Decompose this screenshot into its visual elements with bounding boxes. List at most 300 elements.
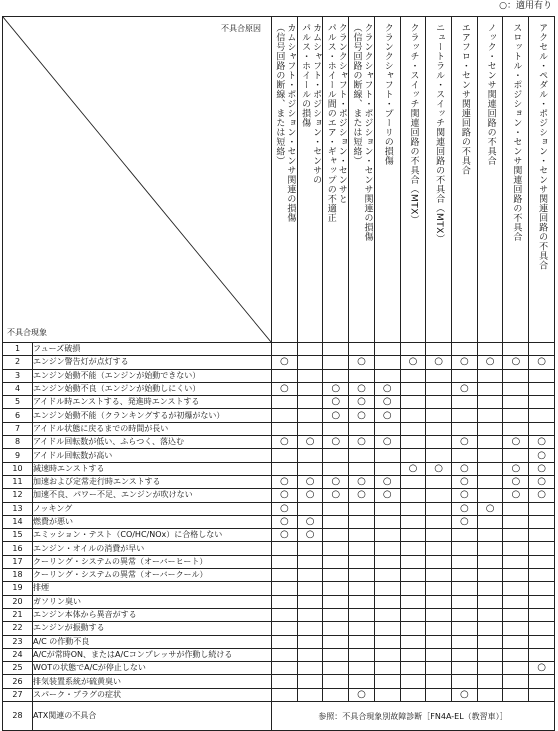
matrix-cell [297, 422, 323, 435]
table-row [3, 382, 555, 395]
row-number: 7 [3, 422, 33, 435]
applicable-mark: ○ [537, 476, 546, 488]
matrix-cell [477, 675, 503, 688]
matrix-cell [477, 555, 503, 568]
matrix-cell [272, 356, 298, 369]
row-number: 10 [3, 462, 33, 475]
row-number: 16 [3, 542, 33, 555]
row-label: クーリング・システムの異常（オーバーヒート） [33, 555, 272, 568]
row-label: A/C の作動不良 [33, 635, 272, 648]
applicable-mark: ○ [279, 356, 289, 368]
applicable-mark: ○ [460, 502, 469, 514]
matrix-cell [297, 356, 323, 369]
matrix-cell [272, 529, 298, 542]
matrix-cell [374, 422, 400, 435]
matrix-cell [477, 529, 503, 542]
applicable-mark: ○ [460, 516, 469, 527]
matrix-cell [529, 635, 555, 648]
row-number: 9 [3, 449, 33, 462]
applicable-mark: ○ [511, 489, 521, 501]
table-row [3, 409, 555, 422]
matrix-cell [374, 675, 400, 688]
matrix-cell [426, 542, 452, 555]
matrix-cell [272, 369, 298, 382]
legend: ○：適用有り [499, 1, 552, 11]
matrix-cell [452, 356, 478, 369]
matrix-cell [477, 635, 503, 648]
row-label: エンジン本体から異音がする [33, 608, 272, 621]
matrix-cell [297, 542, 323, 555]
row-number: 4 [3, 382, 33, 395]
matrix-cell [503, 502, 529, 515]
applicable-mark: ○ [460, 383, 469, 395]
matrix-cell [426, 662, 452, 675]
matrix-cell [374, 688, 400, 701]
matrix-cell [529, 529, 555, 542]
column-header-text: ニュートラル・スイッチ関連回路の不具合（MTX） [434, 23, 445, 244]
matrix-cell [374, 555, 400, 568]
matrix-cell [272, 422, 298, 435]
row-number: 17 [3, 555, 33, 568]
matrix-cell [477, 502, 503, 515]
table-row [3, 436, 555, 449]
applicable-mark: ○ [434, 462, 444, 474]
row-number: 14 [3, 515, 33, 528]
matrix-cell [349, 569, 375, 582]
matrix-cell [400, 449, 426, 462]
matrix-cell [349, 409, 375, 422]
table-row [3, 502, 555, 515]
applicable-mark: ○ [460, 489, 469, 501]
row-number: 22 [3, 622, 33, 635]
matrix-cell [323, 515, 349, 528]
matrix-cell [323, 356, 349, 369]
matrix-cell [477, 542, 503, 555]
matrix-cell [426, 608, 452, 621]
row-label: アイドル状態に戻るまでの時間が長い [33, 422, 272, 435]
matrix-cell [503, 555, 529, 568]
row-label: 排煙 [33, 582, 272, 595]
matrix-cell [272, 555, 298, 568]
row-label: エンジン警告灯が点灯する [33, 356, 272, 369]
matrix-cell [426, 356, 452, 369]
table-row [3, 475, 555, 488]
matrix-cell [477, 382, 503, 395]
matrix-cell [426, 396, 452, 409]
applicable-mark: ○ [279, 383, 289, 395]
table-row [3, 449, 555, 462]
column-header [426, 17, 452, 343]
applicable-mark: ○ [279, 436, 289, 448]
matrix-cell [477, 436, 503, 449]
matrix-cell [323, 396, 349, 409]
matrix-cell [323, 489, 349, 502]
applicable-mark: ○ [357, 356, 366, 368]
matrix-cell [272, 409, 298, 422]
matrix-cell [503, 582, 529, 595]
matrix-cell [272, 515, 298, 528]
matrix-cell [272, 648, 298, 661]
column-header [349, 17, 375, 343]
matrix-cell [374, 622, 400, 635]
table-row [3, 595, 555, 608]
matrix-cell [374, 648, 400, 661]
matrix-cell [349, 662, 375, 675]
matrix-cell [349, 396, 375, 409]
row-number: 26 [3, 675, 33, 688]
matrix-cell [452, 343, 478, 356]
row-number: 6 [3, 409, 33, 422]
matrix-cell [400, 595, 426, 608]
matrix-cell [297, 648, 323, 661]
matrix-cell [452, 635, 478, 648]
matrix-cell [323, 369, 349, 382]
column-header [477, 17, 503, 343]
matrix-cell [452, 622, 478, 635]
matrix-cell [349, 622, 375, 635]
matrix-cell [400, 635, 426, 648]
matrix-cell [400, 688, 426, 701]
matrix-cell [349, 489, 375, 502]
matrix-cell [323, 688, 349, 701]
matrix-cell [426, 582, 452, 595]
matrix-cell [477, 462, 503, 475]
row-label: ATX関連の不具合 [33, 702, 272, 731]
table-row [3, 675, 555, 688]
matrix-cell [426, 688, 452, 701]
matrix-cell [529, 436, 555, 449]
matrix-cell [529, 489, 555, 502]
matrix-cell [297, 382, 323, 395]
matrix-cell [272, 608, 298, 621]
matrix-cell [374, 475, 400, 488]
matrix-cell [477, 489, 503, 502]
matrix-cell [272, 569, 298, 582]
matrix-cell [323, 542, 349, 555]
matrix-cell [529, 422, 555, 435]
applicable-mark: ○ [279, 489, 289, 501]
applicable-mark: ○ [357, 476, 366, 488]
row-label: ガソリン臭い [33, 595, 272, 608]
applicable-mark: ○ [460, 688, 469, 700]
matrix-cell [452, 396, 478, 409]
matrix-cell [400, 502, 426, 515]
table-row [3, 582, 555, 595]
matrix-cell [477, 648, 503, 661]
matrix-cell [452, 608, 478, 621]
matrix-cell [272, 635, 298, 648]
applicable-mark: ○ [305, 476, 315, 488]
matrix-cell [297, 449, 323, 462]
applicable-mark: ○ [357, 409, 366, 421]
matrix-cell [477, 595, 503, 608]
row-number: 27 [3, 688, 33, 701]
row-label: スパーク・プラグの症状 [33, 688, 272, 701]
matrix-cell [297, 662, 323, 675]
matrix-cell [529, 582, 555, 595]
matrix-cell [400, 356, 426, 369]
matrix-cell [477, 569, 503, 582]
matrix-cell [272, 622, 298, 635]
matrix-cell [297, 608, 323, 621]
matrix-cell [529, 396, 555, 409]
matrix-cell [323, 582, 349, 595]
row-label: 減速時エンストする [33, 462, 272, 475]
matrix-cell [426, 369, 452, 382]
matrix-cell [426, 449, 452, 462]
matrix-cell [374, 569, 400, 582]
matrix-cell [503, 688, 529, 701]
row-number: 24 [3, 648, 33, 661]
row-number: 15 [3, 529, 33, 542]
applicable-mark: ○ [382, 383, 392, 395]
matrix-cell [477, 608, 503, 621]
matrix-cell [272, 396, 298, 409]
matrix-cell [400, 422, 426, 435]
diagnosis-matrix [2, 16, 555, 731]
matrix-cell [297, 343, 323, 356]
applicable-mark: ○ [331, 383, 341, 395]
row-label: エミッション・テスト（CO/HC/NOx）に合格しない [33, 529, 272, 542]
matrix-cell [503, 369, 529, 382]
matrix-cell [374, 409, 400, 422]
row-label: エンジン始動不良（エンジンが始動しにくい） [33, 382, 272, 395]
matrix-cell [323, 595, 349, 608]
matrix-cell [452, 515, 478, 528]
matrix-cell [323, 475, 349, 488]
matrix-cell [297, 489, 323, 502]
matrix-cell [323, 608, 349, 621]
row-number: 3 [3, 369, 33, 382]
matrix-cell [503, 595, 529, 608]
table-row [3, 343, 555, 356]
matrix-cell [452, 449, 478, 462]
matrix-cell [272, 436, 298, 449]
matrix-cell [426, 635, 452, 648]
matrix-cell [400, 369, 426, 382]
matrix-cell [503, 608, 529, 621]
applicable-mark: ○ [331, 436, 341, 448]
row-number: 13 [3, 502, 33, 515]
matrix-cell [426, 436, 452, 449]
applicable-mark: ○ [382, 489, 392, 501]
matrix-cell [297, 475, 323, 488]
matrix-cell [529, 462, 555, 475]
matrix-cell [529, 569, 555, 582]
row-number: 19 [3, 582, 33, 595]
row-number: 21 [3, 608, 33, 621]
applicable-mark: ○ [460, 356, 469, 368]
row-label: アイドル回転数が低い、ふらつく、落込む [33, 436, 272, 449]
matrix-cell [323, 449, 349, 462]
table-row [3, 396, 555, 409]
matrix-cell [452, 675, 478, 688]
matrix-cell [529, 675, 555, 688]
matrix-cell [323, 675, 349, 688]
matrix-cell [400, 396, 426, 409]
column-header-text: アクセル・ペダル・ポジション・センサ関連回路の不具合 [537, 23, 548, 270]
matrix-cell [477, 343, 503, 356]
matrix-cell [426, 462, 452, 475]
matrix-cell [529, 356, 555, 369]
matrix-cell [477, 449, 503, 462]
matrix-cell [503, 569, 529, 582]
diagonal-line [3, 17, 271, 342]
applicable-mark: ○ [357, 436, 366, 448]
matrix-cell [477, 369, 503, 382]
matrix-cell [297, 502, 323, 515]
matrix-cell [374, 515, 400, 528]
matrix-cell [452, 648, 478, 661]
matrix-cell [400, 582, 426, 595]
matrix-cell [452, 436, 478, 449]
matrix-cell [529, 449, 555, 462]
matrix-cell [400, 608, 426, 621]
phenomenon-title: 不具合現象 [7, 328, 47, 337]
matrix-cell [374, 542, 400, 555]
matrix-cell [349, 555, 375, 568]
applicable-mark: ○ [485, 502, 495, 514]
matrix-cell [452, 382, 478, 395]
matrix-cell [529, 555, 555, 568]
table-row [3, 542, 555, 555]
applicable-mark: ○ [279, 516, 289, 527]
column-header-text: クラッチ・スイッチ関連回路の不具合（MTX） [408, 23, 419, 225]
matrix-cell [426, 555, 452, 568]
matrix-cell [297, 569, 323, 582]
applicable-mark: ○ [408, 356, 418, 368]
matrix-cell [297, 369, 323, 382]
matrix-cell [374, 343, 400, 356]
applicable-mark: ○ [305, 436, 315, 448]
applicable-mark: ○ [382, 396, 392, 408]
matrix-cell [400, 569, 426, 582]
matrix-cell [297, 555, 323, 568]
matrix-cell [503, 529, 529, 542]
column-header [323, 17, 349, 343]
column-header-text: カムシャフト・ポジション・センサ関連の損傷 （信号回路の断線、または短絡） [274, 23, 296, 223]
row-number: 28 [3, 702, 33, 731]
matrix-cell [503, 356, 529, 369]
matrix-cell [426, 675, 452, 688]
table-row [3, 555, 555, 568]
matrix-cell [529, 409, 555, 422]
matrix-cell [452, 542, 478, 555]
matrix-cell [426, 529, 452, 542]
applicable-mark: ○ [331, 489, 341, 501]
matrix-cell [452, 422, 478, 435]
matrix-cell [503, 449, 529, 462]
matrix-cell [323, 635, 349, 648]
matrix-cell [503, 436, 529, 449]
row-number: 1 [3, 343, 33, 356]
matrix-cell [349, 648, 375, 661]
matrix-cell [452, 662, 478, 675]
matrix-cell [426, 475, 452, 488]
applicable-mark: ○ [331, 409, 341, 421]
matrix-cell [452, 409, 478, 422]
matrix-cell [297, 582, 323, 595]
matrix-cell [400, 662, 426, 675]
applicable-mark: ○ [537, 662, 546, 674]
matrix-cell [297, 396, 323, 409]
matrix-cell [297, 409, 323, 422]
matrix-cell [400, 436, 426, 449]
column-header-text: クランクシャフト・プーリの損傷 [382, 23, 393, 166]
applicable-mark: ○ [511, 356, 521, 368]
matrix-cell [349, 475, 375, 488]
column-header-text: カムシャフト・ポジション・センサの パルス・ホイールの損傷 [300, 23, 322, 185]
matrix-cell [529, 515, 555, 528]
column-header [272, 17, 298, 343]
matrix-cell [349, 356, 375, 369]
matrix-cell [503, 635, 529, 648]
table-row [3, 569, 555, 582]
applicable-mark: ○ [460, 436, 469, 448]
matrix-cell [452, 462, 478, 475]
matrix-cell [400, 382, 426, 395]
matrix-cell [400, 675, 426, 688]
matrix-cell [323, 622, 349, 635]
table-row [3, 662, 555, 675]
matrix-cell [529, 475, 555, 488]
matrix-cell [272, 662, 298, 675]
matrix-cell [272, 475, 298, 488]
row-label: クーリング・システムの異常（オーバークール） [33, 569, 272, 582]
matrix-cell [503, 343, 529, 356]
matrix-cell [374, 436, 400, 449]
matrix-cell [426, 502, 452, 515]
column-header-text: クランクシャフト・ポジション・センサ関連の損傷 （信号回路の断線、または短絡） [351, 23, 373, 242]
matrix-cell [349, 462, 375, 475]
matrix-cell [349, 369, 375, 382]
column-header [400, 17, 426, 343]
matrix-cell [529, 343, 555, 356]
matrix-cell [349, 422, 375, 435]
applicable-mark: ○ [537, 462, 546, 474]
row-label: アイドル時エンストする、発進時エンストする [33, 396, 272, 409]
table-row [3, 356, 555, 369]
matrix-body [3, 343, 555, 731]
row-number: 11 [3, 475, 33, 488]
matrix-cell [374, 635, 400, 648]
matrix-cell [374, 662, 400, 675]
matrix-cell [529, 622, 555, 635]
matrix-cell [452, 582, 478, 595]
matrix-cell [323, 502, 349, 515]
matrix-cell [323, 343, 349, 356]
matrix-cell [272, 382, 298, 395]
matrix-cell [529, 369, 555, 382]
corner-cell [3, 17, 272, 343]
column-header [374, 17, 400, 343]
matrix-cell [349, 529, 375, 542]
row-number: 5 [3, 396, 33, 409]
table-row [3, 489, 555, 502]
applicable-mark: ○ [537, 489, 546, 501]
table-row [3, 462, 555, 475]
matrix-cell [374, 382, 400, 395]
matrix-cell [374, 582, 400, 595]
matrix-cell [400, 343, 426, 356]
row-number: 25 [3, 662, 33, 675]
row-label: エンジンが振動する [33, 622, 272, 635]
matrix-cell [272, 595, 298, 608]
row-number: 23 [3, 635, 33, 648]
applicable-mark: ○ [357, 383, 366, 395]
matrix-cell [426, 515, 452, 528]
row-label: 燃費が悪い [33, 515, 272, 528]
